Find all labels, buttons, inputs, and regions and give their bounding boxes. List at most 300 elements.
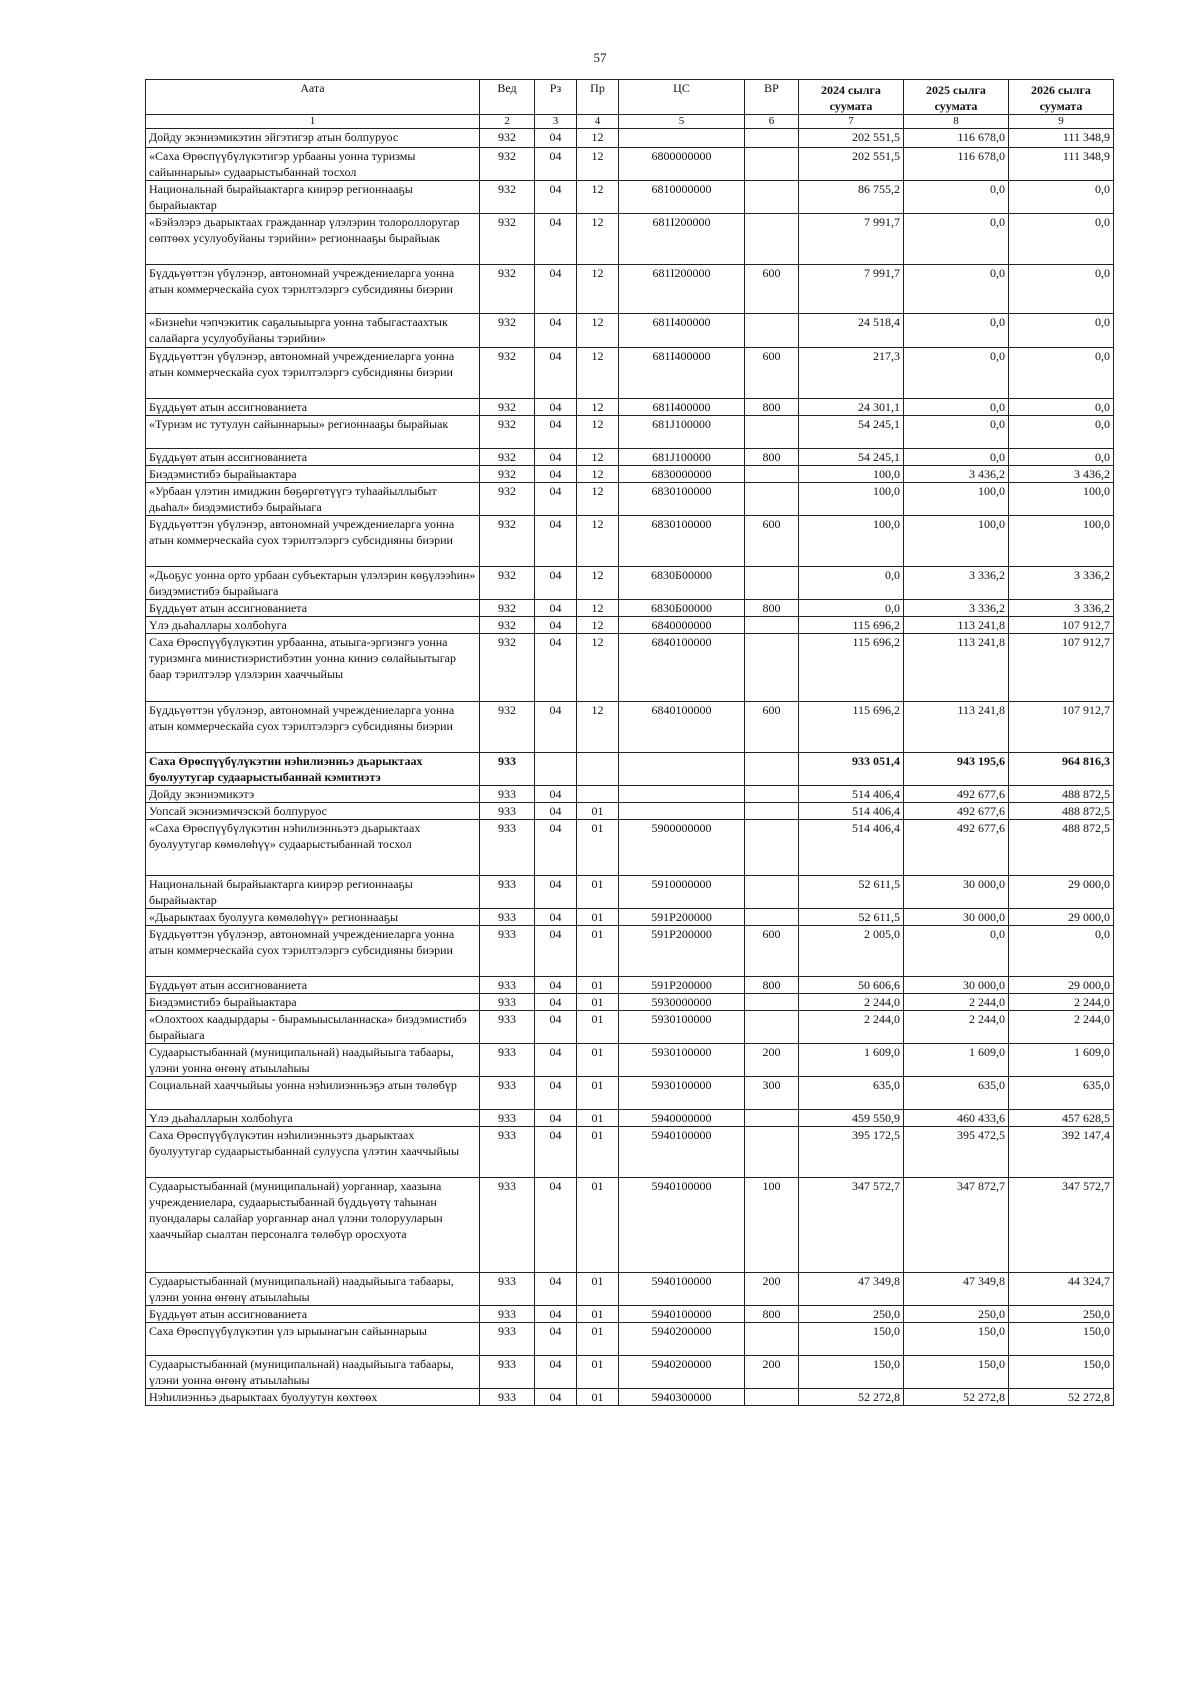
cell-ved: 933 <box>480 753 535 786</box>
cell-2024: 0,0 <box>799 600 904 617</box>
table-row <box>146 1306 1114 1323</box>
cell-cs: 5910000000 <box>619 876 745 909</box>
cell-2026: 3 336,2 <box>1009 567 1114 600</box>
cell-pr: 12 <box>577 483 619 516</box>
cell-2025: 0,0 <box>904 449 1009 466</box>
cell-2026: 3 436,2 <box>1009 466 1114 483</box>
cell-vr <box>745 314 799 348</box>
table-row <box>146 786 1114 803</box>
cell-vr: 600 <box>745 702 799 753</box>
cell-vr: 800 <box>745 600 799 617</box>
cell-pr: 01 <box>577 803 619 820</box>
cell-cs: 6840100000 <box>619 702 745 753</box>
cell-2025: 150,0 <box>904 1323 1009 1356</box>
cell-vr <box>745 820 799 876</box>
cell-rz: 04 <box>535 926 577 977</box>
cell-pr: 12 <box>577 314 619 348</box>
cell-ved: 933 <box>480 1077 535 1110</box>
cell-2025: 635,0 <box>904 1077 1009 1110</box>
table-row <box>146 148 1114 181</box>
cell-ved: 933 <box>480 1178 535 1273</box>
cell-pr <box>577 786 619 803</box>
cell-2026: 457 628,5 <box>1009 1110 1114 1127</box>
cell-vr: 600 <box>745 926 799 977</box>
cell-name: Национальнай бырайыактарга киирэр регионнааҕы бырайыактар <box>146 876 480 909</box>
cell-pr: 01 <box>577 1306 619 1323</box>
cell-2025: 347 872,7 <box>904 1178 1009 1273</box>
table-row <box>146 399 1114 416</box>
cell-2025: 395 472,5 <box>904 1127 1009 1178</box>
col-number: 3 <box>535 115 577 129</box>
cell-pr: 01 <box>577 1356 619 1389</box>
cell-rz: 04 <box>535 1110 577 1127</box>
table-row <box>146 1356 1114 1389</box>
cell-2024: 54 245,1 <box>799 416 904 449</box>
cell-ved: 932 <box>480 265 535 314</box>
cell-pr: 12 <box>577 449 619 466</box>
cell-2024: 202 551,5 <box>799 129 904 148</box>
cell-ved: 932 <box>480 483 535 516</box>
cell-name: Саха Өрөспүүбүлүкэтин үлэ ырыынагын сайыннарыы <box>146 1323 480 1356</box>
cell-2025: 30 000,0 <box>904 977 1009 994</box>
cell-2024: 24 518,4 <box>799 314 904 348</box>
cell-rz: 04 <box>535 1127 577 1178</box>
cell-rz: 04 <box>535 148 577 181</box>
cell-name: Национальнай бырайыактарга киирэр регионнааҕы бырайыактар <box>146 181 480 214</box>
cell-2025: 0,0 <box>904 348 1009 399</box>
cell-2026: 0,0 <box>1009 214 1114 265</box>
cell-name: «Урбаан үлэтин имиджин бөҕөргөтүүгэ туhаайыллыбыт дьаhал» биэдэмистибэ бырайыага <box>146 483 480 516</box>
cell-name: Бүддьүөттэн үбүлэнэр, автономнай учреждениеларга уонна атын коммерческайа суох тэрилтэлэргэ субсидияны биэрии <box>146 516 480 567</box>
cell-ved: 932 <box>480 567 535 600</box>
cell-cs: 681I400000 <box>619 314 745 348</box>
cell-2024: 52 611,5 <box>799 876 904 909</box>
col-number: 4 <box>577 115 619 129</box>
cell-vr <box>745 909 799 926</box>
cell-ved: 933 <box>480 909 535 926</box>
cell-2026: 488 872,5 <box>1009 803 1114 820</box>
table-row <box>146 567 1114 600</box>
table-row <box>146 926 1114 977</box>
cell-ved: 932 <box>480 181 535 214</box>
cell-2025: 100,0 <box>904 483 1009 516</box>
table-row <box>146 1389 1114 1406</box>
cell-name: Биэдэмистибэ бырайыактара <box>146 466 480 483</box>
cell-rz: 04 <box>535 1044 577 1077</box>
cell-ved: 933 <box>480 803 535 820</box>
col-header-pr: Пр <box>577 80 619 115</box>
cell-vr: 800 <box>745 399 799 416</box>
table-row <box>146 1323 1114 1356</box>
cell-vr <box>745 1127 799 1178</box>
cell-ved: 932 <box>480 516 535 567</box>
cell-2026: 0,0 <box>1009 449 1114 466</box>
cell-2025: 52 272,8 <box>904 1389 1009 1406</box>
cell-2024: 2 244,0 <box>799 1011 904 1044</box>
cell-vr <box>745 1389 799 1406</box>
cell-name: Бүддьүөт атын ассигнованиета <box>146 1306 480 1323</box>
table-row <box>146 803 1114 820</box>
cell-2025: 0,0 <box>904 416 1009 449</box>
col-number: 5 <box>619 115 745 129</box>
cell-2024: 100,0 <box>799 483 904 516</box>
cell-cs: 681J100000 <box>619 416 745 449</box>
cell-2026: 100,0 <box>1009 483 1114 516</box>
cell-vr <box>745 214 799 265</box>
header-row <box>146 80 1114 115</box>
cell-pr: 12 <box>577 516 619 567</box>
cell-name: «Дьоҕус уонна орто урбаан субъектарын үлэлэрин көҕүлээhин» биэдэмистибэ бырайыага <box>146 567 480 600</box>
cell-name: Бүддьүөт атын ассигнованиета <box>146 449 480 466</box>
cell-2025: 250,0 <box>904 1306 1009 1323</box>
cell-2025: 460 433,6 <box>904 1110 1009 1127</box>
cell-rz: 04 <box>535 399 577 416</box>
cell-2024: 100,0 <box>799 516 904 567</box>
cell-name: Бүддьүөттэн үбүлэнэр, автономнай учреждениеларга уонна атын коммерческайа суох тэрилтэлэргэ субсидияны биэрии <box>146 348 480 399</box>
cell-ved: 932 <box>480 348 535 399</box>
cell-2026: 107 912,7 <box>1009 702 1114 753</box>
cell-vr: 200 <box>745 1356 799 1389</box>
cell-2025: 2 244,0 <box>904 1011 1009 1044</box>
cell-cs: 5940200000 <box>619 1356 745 1389</box>
cell-pr: 01 <box>577 1127 619 1178</box>
cell-2026: 250,0 <box>1009 1306 1114 1323</box>
cell-2025: 150,0 <box>904 1356 1009 1389</box>
cell-pr: 01 <box>577 1389 619 1406</box>
cell-cs: 6800000000 <box>619 148 745 181</box>
cell-2026: 0,0 <box>1009 348 1114 399</box>
cell-ved: 932 <box>480 449 535 466</box>
cell-ved: 932 <box>480 466 535 483</box>
table-row <box>146 634 1114 702</box>
cell-name: «Туризм ис тутулун сайыннарыы» регионнааҕы бырайыак <box>146 416 480 449</box>
table-row <box>146 416 1114 449</box>
cell-2024: 150,0 <box>799 1323 904 1356</box>
cell-pr: 01 <box>577 1110 619 1127</box>
cell-rz: 04 <box>535 1077 577 1110</box>
cell-2024: 52 272,8 <box>799 1389 904 1406</box>
cell-vr: 600 <box>745 265 799 314</box>
cell-rz: 04 <box>535 314 577 348</box>
cell-rz: 04 <box>535 214 577 265</box>
cell-2024: 86 755,2 <box>799 181 904 214</box>
cell-2026: 392 147,4 <box>1009 1127 1114 1178</box>
cell-name: Судаарыстыбаннай (муниципальнай) наадыйыыга табаары, үлэни уонна өҥөнү атыылаhыы <box>146 1044 480 1077</box>
cell-ved: 933 <box>480 876 535 909</box>
cell-2026: 29 000,0 <box>1009 909 1114 926</box>
cell-name: Судаарыстыбаннай (муниципальнай) наадыйыыга табаары, үлэни уонна өҥөнү атыылаhыы <box>146 1273 480 1306</box>
cell-rz: 04 <box>535 1389 577 1406</box>
cell-name: Саха Өрөспүүбүлүкэтин нэhилиэнньэ дьарыктаах буолуутугар судаарыстыбаннай кэмитиэтэ <box>146 753 480 786</box>
cell-vr: 800 <box>745 1306 799 1323</box>
cell-2025: 3 436,2 <box>904 466 1009 483</box>
table-row <box>146 1127 1114 1178</box>
table-row <box>146 466 1114 483</box>
cell-2026: 2 244,0 <box>1009 1011 1114 1044</box>
cell-pr: 12 <box>577 634 619 702</box>
cell-rz: 04 <box>535 803 577 820</box>
cell-pr: 12 <box>577 617 619 634</box>
col-number: 8 <box>904 115 1009 129</box>
cell-rz: 04 <box>535 348 577 399</box>
cell-ved: 933 <box>480 1273 535 1306</box>
cell-2024: 514 406,4 <box>799 803 904 820</box>
cell-vr <box>745 129 799 148</box>
cell-rz: 04 <box>535 977 577 994</box>
cell-2025: 943 195,6 <box>904 753 1009 786</box>
cell-ved: 933 <box>480 820 535 876</box>
cell-2026: 3 336,2 <box>1009 600 1114 617</box>
col-number: 2 <box>480 115 535 129</box>
cell-name: «Дьарыктаах буолууга көмөлөhүү» регионнааҕы <box>146 909 480 926</box>
cell-name: Социальнай хааччыйыы уонна нэhилиэнньэҕэ атын төлөбүр <box>146 1077 480 1110</box>
cell-cs: 681I200000 <box>619 265 745 314</box>
col-header-vr: ВР <box>745 80 799 115</box>
cell-cs: 5930100000 <box>619 1011 745 1044</box>
table-row <box>146 1011 1114 1044</box>
cell-rz: 04 <box>535 1011 577 1044</box>
cell-2025: 0,0 <box>904 314 1009 348</box>
col-header-2025: 2025 сылга суумата <box>904 80 1009 115</box>
cell-name: Бүддьүөт атын ассигнованиета <box>146 600 480 617</box>
cell-rz: 04 <box>535 449 577 466</box>
cell-vr: 600 <box>745 516 799 567</box>
cell-2026: 0,0 <box>1009 181 1114 214</box>
cell-rz: 04 <box>535 994 577 1011</box>
cell-2026: 44 324,7 <box>1009 1273 1114 1306</box>
cell-2024: 115 696,2 <box>799 702 904 753</box>
cell-cs: 591P200000 <box>619 977 745 994</box>
cell-2026: 1 609,0 <box>1009 1044 1114 1077</box>
cell-name: Судаарыстыбаннай (муниципальнай) уорганнар, хаазына учреждениелара, судаарыстыбаннай бүддьүөтү таhынан пуондалары салайар уорганнар анал үлэни толорууларын хааччыйар сыалтан персоналга төлөбүр оросхуота <box>146 1178 480 1273</box>
cell-2024: 514 406,4 <box>799 820 904 876</box>
col-header-ved: Вед <box>480 80 535 115</box>
cell-rz: 04 <box>535 909 577 926</box>
cell-ved: 933 <box>480 994 535 1011</box>
cell-vr <box>745 634 799 702</box>
table-row <box>146 265 1114 314</box>
cell-vr: 800 <box>745 977 799 994</box>
cell-name: Бүддьүөт атын ассигнованиета <box>146 399 480 416</box>
table-row <box>146 1077 1114 1110</box>
col-number: 1 <box>146 115 480 129</box>
cell-vr <box>745 466 799 483</box>
cell-name: Дойду экэниэмикэтин эйгэтигэр атын болпуруос <box>146 129 480 148</box>
cell-rz: 04 <box>535 129 577 148</box>
page-number: 57 <box>593 50 607 65</box>
cell-vr <box>745 753 799 786</box>
cell-2025: 3 336,2 <box>904 567 1009 600</box>
cell-2025: 47 349,8 <box>904 1273 1009 1306</box>
cell-2024: 115 696,2 <box>799 634 904 702</box>
cell-rz: 04 <box>535 1306 577 1323</box>
cell-2026: 488 872,5 <box>1009 786 1114 803</box>
table-row <box>146 1110 1114 1127</box>
cell-2026: 0,0 <box>1009 265 1114 314</box>
cell-ved: 932 <box>480 399 535 416</box>
cell-2024: 100,0 <box>799 466 904 483</box>
cell-name: Биэдэмистибэ бырайыактара <box>146 994 480 1011</box>
cell-pr: 12 <box>577 416 619 449</box>
cell-2024: 24 301,1 <box>799 399 904 416</box>
cell-cs: 5940100000 <box>619 1306 745 1323</box>
cell-cs: 5940000000 <box>619 1110 745 1127</box>
cell-2026: 0,0 <box>1009 399 1114 416</box>
cell-rz: 04 <box>535 786 577 803</box>
table-row <box>146 994 1114 1011</box>
cell-pr: 12 <box>577 348 619 399</box>
cell-2026: 111 348,9 <box>1009 129 1114 148</box>
cell-cs: 6830Б00000 <box>619 600 745 617</box>
cell-name: Уопсай экэниэмичэскэй болпуруос <box>146 803 480 820</box>
cell-rz: 04 <box>535 516 577 567</box>
cell-2024: 347 572,7 <box>799 1178 904 1273</box>
col-header-cs: ЦС <box>619 80 745 115</box>
cell-2024: 54 245,1 <box>799 449 904 466</box>
cell-cs: 6830100000 <box>619 516 745 567</box>
cell-2026: 635,0 <box>1009 1077 1114 1110</box>
cell-rz: 04 <box>535 634 577 702</box>
cell-2025: 116 678,0 <box>904 148 1009 181</box>
cell-rz: 04 <box>535 181 577 214</box>
cell-vr <box>745 786 799 803</box>
cell-2026: 964 816,3 <box>1009 753 1114 786</box>
table-row <box>146 314 1114 348</box>
cell-vr <box>745 617 799 634</box>
cell-cs: 681J100000 <box>619 449 745 466</box>
cell-name: Бүддьүөттэн үбүлэнэр, автономнай учреждениеларга уонна атын коммерческайа суох тэрилтэлэргэ субсидияны биэрии <box>146 926 480 977</box>
cell-2026: 29 000,0 <box>1009 977 1114 994</box>
cell-name: «Бэйэлэрэ дьарыктаах гражданнар үлэлэрин толороллоругар сөптөөх усулуобуйаны тэрийии» регионнааҕы бырайыак <box>146 214 480 265</box>
cell-cs: 681I400000 <box>619 348 745 399</box>
cell-ved: 932 <box>480 617 535 634</box>
cell-2024: 933 051,4 <box>799 753 904 786</box>
cell-vr: 200 <box>745 1273 799 1306</box>
cell-rz: 04 <box>535 820 577 876</box>
cell-vr <box>745 994 799 1011</box>
cell-cs: 5940100000 <box>619 1127 745 1178</box>
table-row <box>146 820 1114 876</box>
cell-name: Саха Өрөспүүбүлүкэтин урбаанна, атыыга-эргиэнгэ уонна туризмнга министиэристибэтин уонна киниэ сөлайыытыгар баар тэрилтэлэр үлэлэрин хааччыйыы <box>146 634 480 702</box>
cell-name: Үлэ дьаhаллары хoлбоhуга <box>146 617 480 634</box>
table-row <box>146 977 1114 994</box>
cell-name: Бүддьүөт атын ассигнованиета <box>146 977 480 994</box>
cell-cs: 6810000000 <box>619 181 745 214</box>
cell-name: Судаарыстыбаннай (муниципальнай) наадыйыыга табаары, үлэни уонна өҥөнү атыылаhыы <box>146 1356 480 1389</box>
table-row <box>146 1178 1114 1273</box>
cell-ved: 933 <box>480 1356 535 1389</box>
cell-2024: 0,0 <box>799 567 904 600</box>
col-header-2026: 2026 сылга суумата <box>1009 80 1114 115</box>
cell-ved: 932 <box>480 702 535 753</box>
cell-ved: 932 <box>480 416 535 449</box>
cell-rz <box>535 753 577 786</box>
cell-pr <box>577 753 619 786</box>
cell-2024: 635,0 <box>799 1077 904 1110</box>
cell-cs: 5930000000 <box>619 994 745 1011</box>
cell-rz: 04 <box>535 1323 577 1356</box>
cell-pr: 12 <box>577 129 619 148</box>
cell-2026: 0,0 <box>1009 926 1114 977</box>
table-row <box>146 702 1114 753</box>
cell-rz: 04 <box>535 600 577 617</box>
cell-rz: 04 <box>535 416 577 449</box>
cell-2024: 2 005,0 <box>799 926 904 977</box>
cell-ved: 932 <box>480 600 535 617</box>
cell-2025: 0,0 <box>904 399 1009 416</box>
cell-cs: 5900000000 <box>619 820 745 876</box>
cell-2025: 100,0 <box>904 516 1009 567</box>
cell-vr: 800 <box>745 449 799 466</box>
col-number: 6 <box>745 115 799 129</box>
table-body <box>146 129 1114 1406</box>
cell-pr: 12 <box>577 214 619 265</box>
cell-2025: 0,0 <box>904 214 1009 265</box>
cell-ved: 932 <box>480 314 535 348</box>
cell-2026: 0,0 <box>1009 416 1114 449</box>
cell-pr: 01 <box>577 876 619 909</box>
table-row <box>146 617 1114 634</box>
cell-ved: 933 <box>480 1044 535 1077</box>
cell-rz: 04 <box>535 483 577 516</box>
cell-2026: 0,0 <box>1009 314 1114 348</box>
cell-2025: 492 677,6 <box>904 786 1009 803</box>
cell-pr: 12 <box>577 265 619 314</box>
cell-rz: 04 <box>535 466 577 483</box>
cell-2024: 2 244,0 <box>799 994 904 1011</box>
cell-cs: 6830Б00000 <box>619 567 745 600</box>
col-header-rz: Рз <box>535 80 577 115</box>
cell-ved: 932 <box>480 634 535 702</box>
cell-2025: 113 241,8 <box>904 617 1009 634</box>
cell-cs: 6830100000 <box>619 483 745 516</box>
cell-2025: 2 244,0 <box>904 994 1009 1011</box>
cell-2024: 52 611,5 <box>799 909 904 926</box>
cell-cs: 5940200000 <box>619 1323 745 1356</box>
cell-pr: 01 <box>577 1011 619 1044</box>
col-number: 9 <box>1009 115 1114 129</box>
table-row <box>146 449 1114 466</box>
cell-vr <box>745 567 799 600</box>
cell-pr: 01 <box>577 909 619 926</box>
cell-2024: 1 609,0 <box>799 1044 904 1077</box>
cell-rz: 04 <box>535 1178 577 1273</box>
table-row <box>146 181 1114 214</box>
cell-vr: 600 <box>745 348 799 399</box>
col-header-name: Аата <box>146 80 480 115</box>
cell-vr <box>745 416 799 449</box>
cell-2025: 492 677,6 <box>904 820 1009 876</box>
cell-ved: 933 <box>480 1306 535 1323</box>
cell-name: Бүддьүөттэн үбүлэнэр, автономнай учреждениеларга уонна атын коммерческайа суох тэрилтэлэргэ субсидияны биэрии <box>146 265 480 314</box>
cell-2026: 150,0 <box>1009 1323 1114 1356</box>
cell-name: Саха Өрөспүүбүлүкэтин нэhилиэнньэтэ дьарыктаах буолуутугар судаарыстыбаннай сулууспа үлэтин хааччыйыы <box>146 1127 480 1178</box>
cell-2025: 113 241,8 <box>904 702 1009 753</box>
cell-pr: 12 <box>577 148 619 181</box>
cell-cs: 6830000000 <box>619 466 745 483</box>
cell-ved: 933 <box>480 786 535 803</box>
cell-vr: 100 <box>745 1178 799 1273</box>
cell-rz: 04 <box>535 702 577 753</box>
cell-ved: 933 <box>480 1389 535 1406</box>
cell-2026: 52 272,8 <box>1009 1389 1114 1406</box>
cell-2024: 7 991,7 <box>799 214 904 265</box>
cell-cs: 5930100000 <box>619 1077 745 1110</box>
cell-pr: 01 <box>577 977 619 994</box>
cell-2024: 7 991,7 <box>799 265 904 314</box>
cell-pr: 01 <box>577 1077 619 1110</box>
cell-vr <box>745 148 799 181</box>
